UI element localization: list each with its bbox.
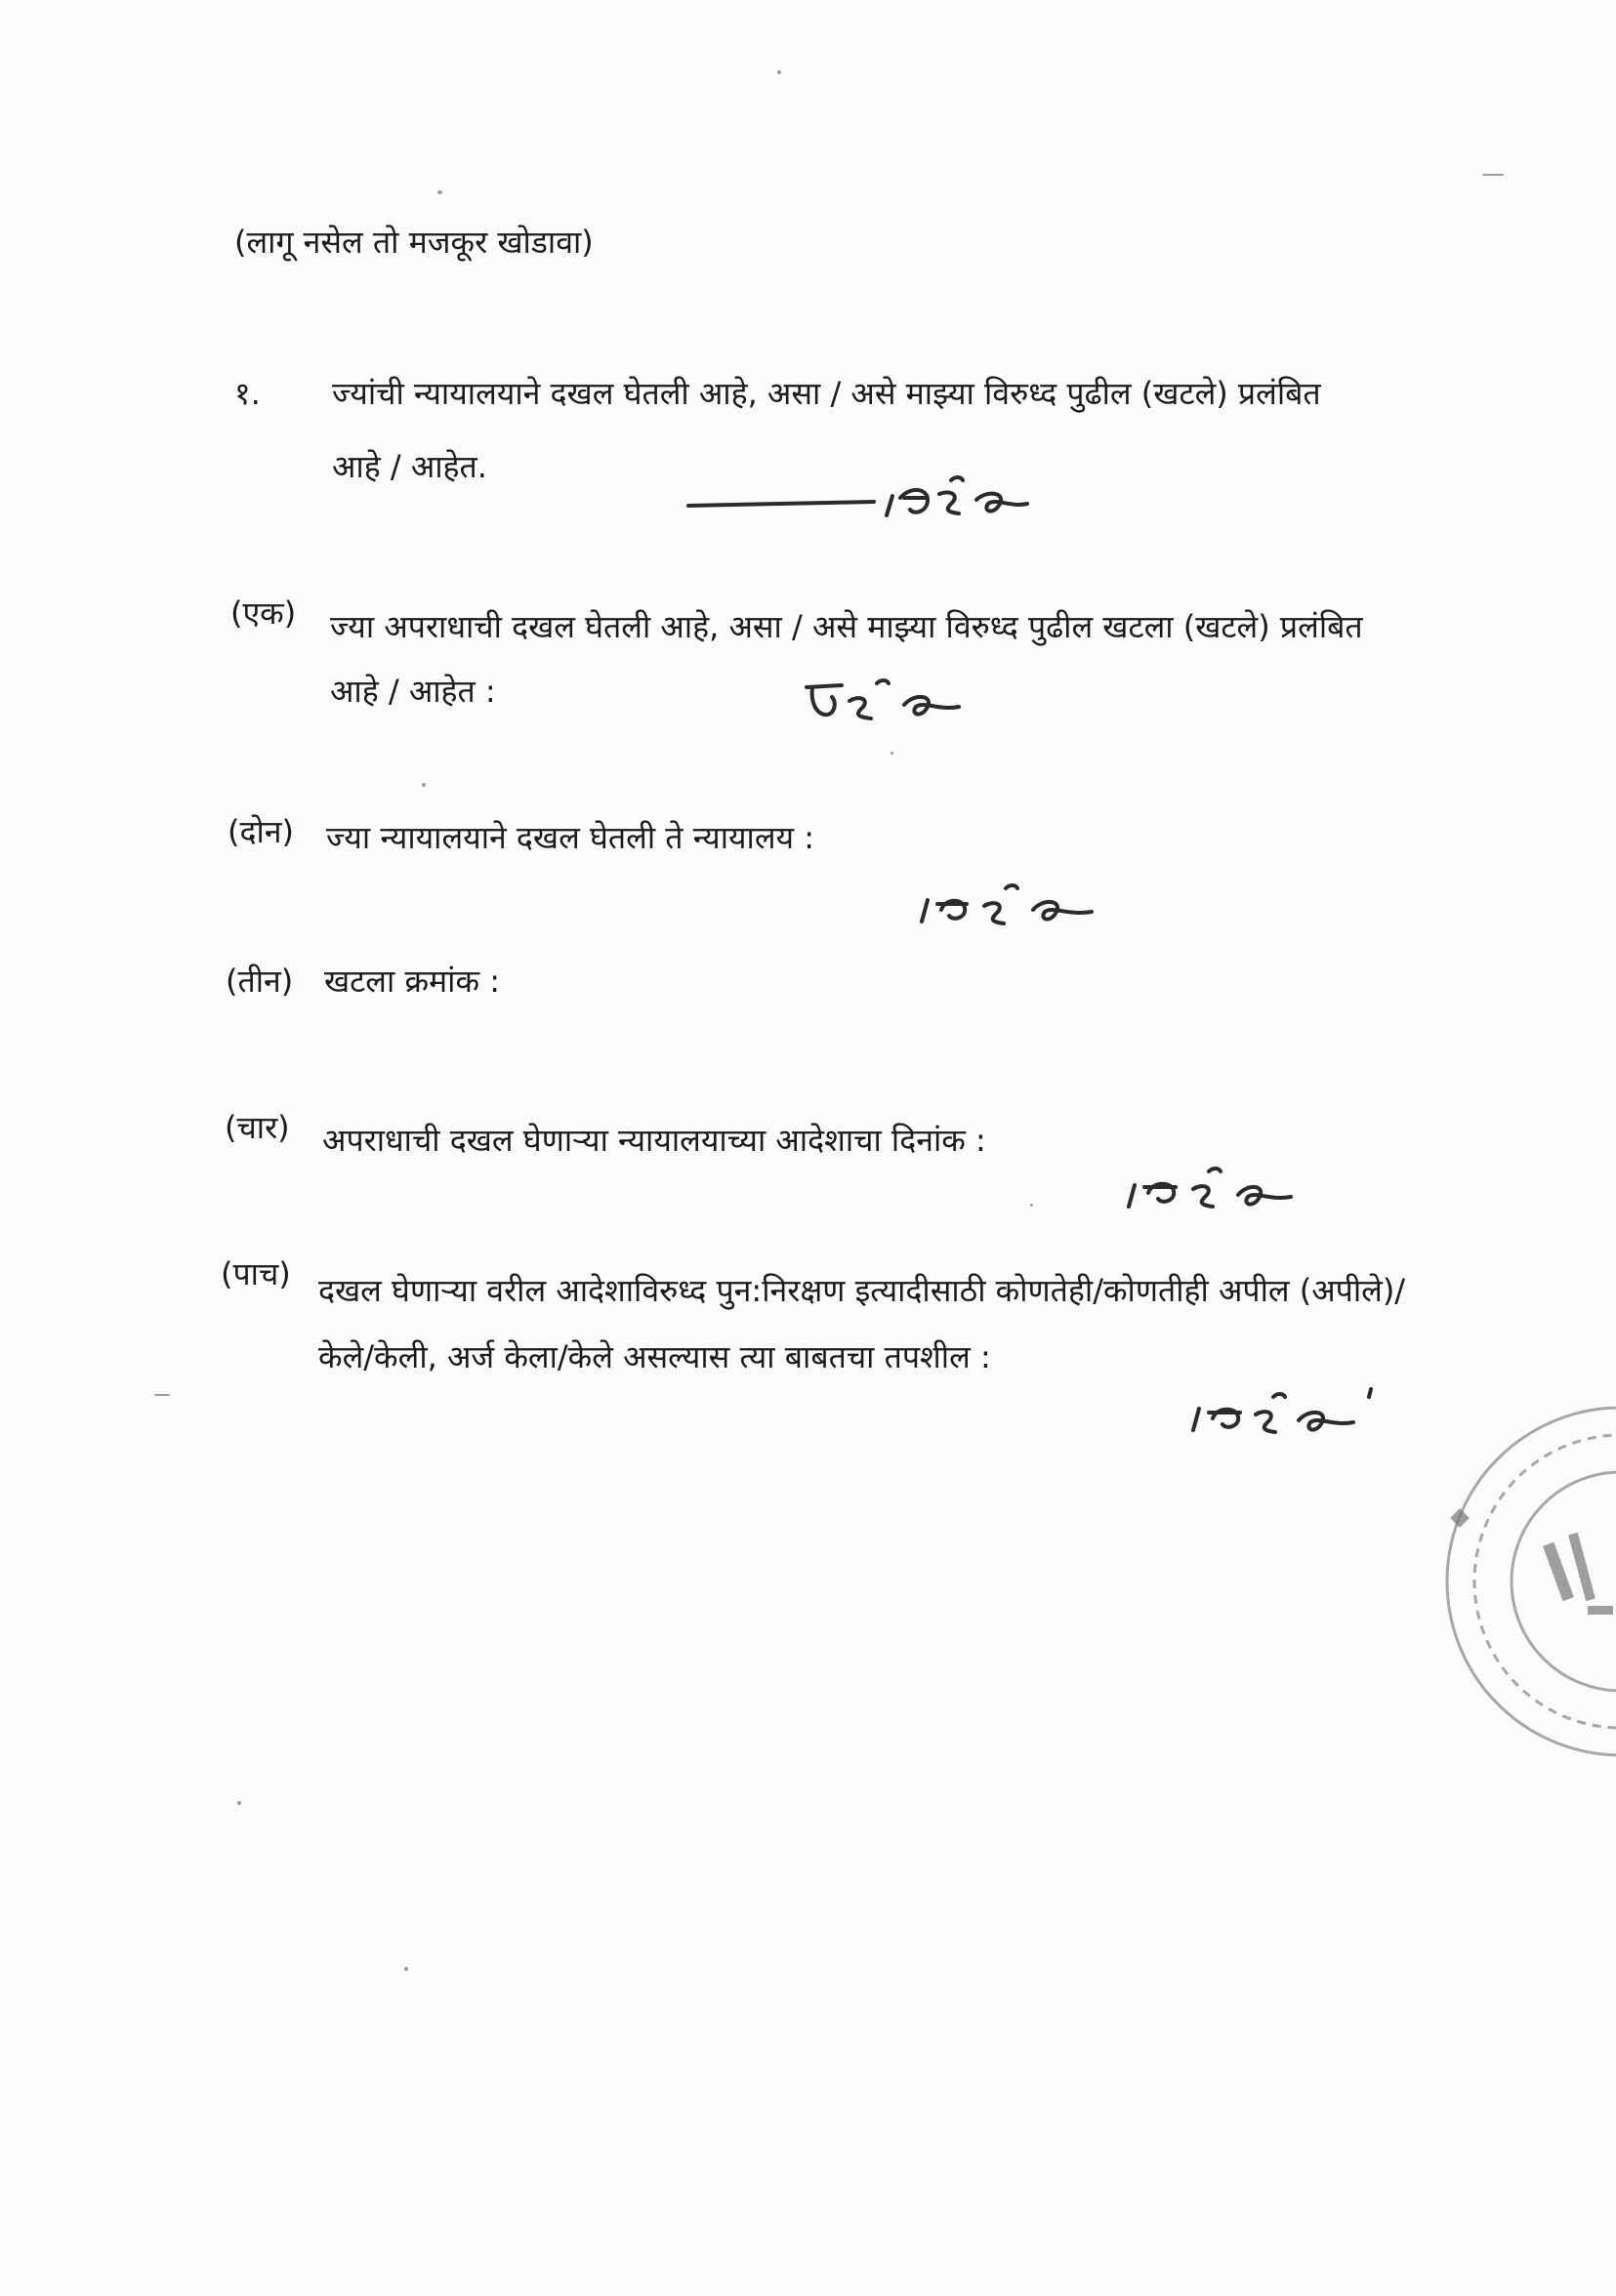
instruction-note: (लागू नसेल तो मजकूर खोडावा) [234,224,594,261]
sub-item-5-marker: (पाच) [221,1255,291,1292]
scan-speck [1030,1204,1033,1207]
sub-item-2-marker: (दोन) [228,813,295,850]
sub-item-5-text-line1: दखल घेणाऱ्या वरील आदेशाविरुध्द पुन:निरक्षण इत्यादीसाठी कोणतेही/कोणतीही अपील (अपीले)/ [318,1272,1406,1309]
handwritten-answer-3 [916,877,1121,935]
scan-speck [437,190,442,194]
scan-speck [891,752,893,755]
sub-item-5-text-line2: केले/केली, अर्ज केला/केले असल्यास त्या बाबतचा तपशील : [318,1338,991,1375]
handwritten-answer-2 [803,674,998,732]
scan-speck [237,1801,241,1805]
scan-speck [777,70,781,74]
sub-item-4-marker: (चार) [225,1109,290,1146]
partial-rubber-stamp [1396,1396,1616,1767]
item-1-text-line2: आहे / आहेत. [332,448,487,485]
sub-item-3-marker: (तीन) [226,963,294,1000]
scan-speck [154,1394,170,1396]
sub-item-2-text: ज्या न्यायालयाने दखल घेतली ते न्यायालय : [326,819,815,856]
item-1-text-line1: ज्यांची न्यायालयाने दखल घेतली आहे, असा / असे माझ्या विरुध्द पुढील (खटले) प्रलंबित [332,375,1321,412]
sub-item-1-text-line2: आहे / आहेत : [330,673,496,710]
sub-item-3-text: खटला क्रमांक : [324,963,500,1000]
scan-speck [404,1967,408,1971]
item-number: १. [234,375,261,412]
sub-item-1-text-line1: ज्या अपराधाची दखल घेतली आहे, असा / असे माझ्या विरुध्द पुढील खटला (खटले) प्रलंबित [330,608,1363,645]
handwritten-answer-1 [684,469,1074,547]
scan-speck [422,783,426,787]
scan-speck [1482,174,1504,176]
sub-item-4-text: अपराधाची दखल घेणाऱ्या न्यायालयाच्या आदेशाचा दिनांक : [322,1122,986,1159]
handwritten-answer-5 [1187,1381,1383,1450]
sub-item-1-marker: (एक) [230,594,297,632]
handwritten-answer-4 [1123,1160,1308,1218]
